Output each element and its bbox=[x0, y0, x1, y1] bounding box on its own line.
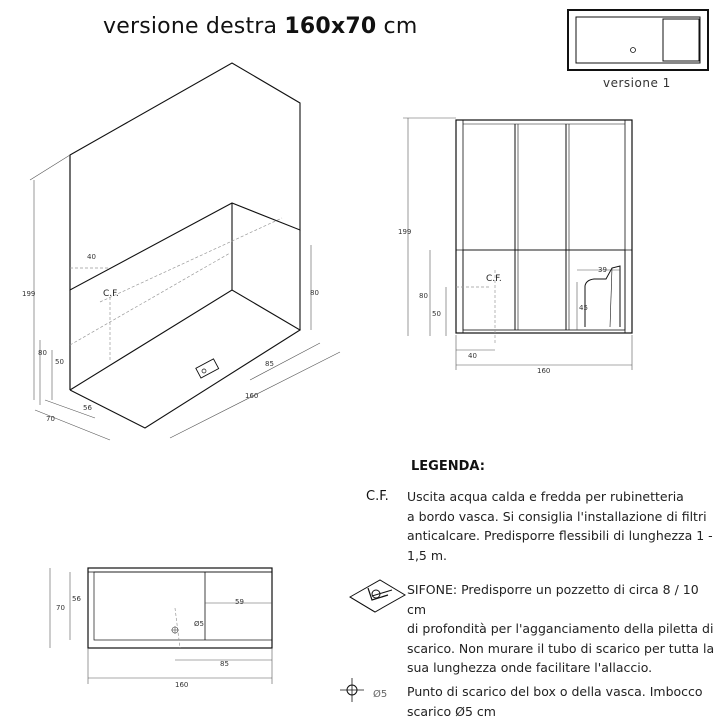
front-dim-50: 50 bbox=[432, 310, 441, 318]
title-size: 160x70 bbox=[284, 14, 377, 39]
drain-key-label: Ø5 bbox=[373, 689, 388, 700]
front-cf-label: C.F. bbox=[486, 274, 502, 284]
title-unit: cm bbox=[376, 14, 418, 39]
legend-cf-line: 1,5 m. bbox=[407, 547, 448, 563]
version-label: versione 1 bbox=[603, 76, 671, 90]
iso-dim-160: 160 bbox=[245, 392, 259, 400]
legend-cf-line: a bordo vasca. Si consiglia l'installazione di filtri bbox=[407, 508, 707, 524]
iso-dim-40: 40 bbox=[87, 253, 96, 261]
front-dim-80: 80 bbox=[419, 292, 428, 300]
iso-cf-label: C.F. bbox=[103, 289, 119, 299]
plan-dim-56: 56 bbox=[72, 595, 81, 603]
front-dim-39: 39 bbox=[598, 266, 607, 274]
legend-title: LEGENDA: bbox=[411, 459, 485, 474]
legend-sifone-text bbox=[407, 580, 718, 678]
iso-dim-56: 56 bbox=[83, 404, 92, 412]
plan-dim-70: 70 bbox=[56, 604, 65, 612]
legend-drain-text bbox=[407, 682, 703, 721]
legend-drain-line: scarico Ø5 cm bbox=[407, 703, 496, 719]
front-view bbox=[456, 120, 632, 333]
plan-view bbox=[88, 568, 272, 648]
legend-drain-line: Punto di scarico del box o della vasca. Imbocco bbox=[407, 684, 703, 699]
iso-dim-70: 70 bbox=[46, 415, 55, 423]
plan-dim-160: 160 bbox=[175, 681, 189, 689]
iso-dim-199: 199 bbox=[22, 290, 36, 298]
iso-dim-50: 50 bbox=[55, 358, 64, 366]
legend-sifone-line: scarico. Non murare il tubo di scarico per tutta la bbox=[407, 640, 715, 656]
legend-cf-key: C.F. bbox=[366, 489, 389, 504]
legend-sifone-line: di profondità per l'agganciamento della piletta di bbox=[407, 621, 714, 636]
isometric-view bbox=[70, 63, 300, 428]
sifone-icon bbox=[350, 580, 405, 612]
legend-sifone-line: sua lunghezza onde facilitare l'allaccio. bbox=[407, 660, 653, 675]
front-dim-45: 45 bbox=[579, 304, 588, 312]
legend-sifone-line: SIFONE: Predisporre un pozzetto di circa 8 / 10 cm bbox=[407, 582, 699, 617]
legend-cf-text bbox=[407, 487, 713, 565]
iso-dim-85: 85 bbox=[265, 360, 274, 368]
drain-point-icon bbox=[340, 678, 364, 702]
title-prefix: versione destra bbox=[103, 14, 285, 39]
front-dim-199: 199 bbox=[398, 228, 412, 236]
iso-dim-80: 80 bbox=[38, 349, 47, 357]
iso-dim-80b: 80 bbox=[310, 289, 319, 297]
plan-dim-59: 59 bbox=[235, 598, 244, 606]
version-thumbnail bbox=[568, 10, 708, 70]
legend-cf-line: anticalcare. Predisporre flessibili di lunghezza 1 - bbox=[407, 528, 713, 543]
front-dim-40: 40 bbox=[468, 352, 477, 360]
legend-cf-line: Uscita acqua calda e fredda per rubinetteria bbox=[407, 489, 684, 504]
front-dim-160: 160 bbox=[537, 367, 551, 375]
plan-dim-85: 85 bbox=[220, 660, 229, 668]
plan-dim-d5: Ø5 bbox=[194, 620, 204, 628]
